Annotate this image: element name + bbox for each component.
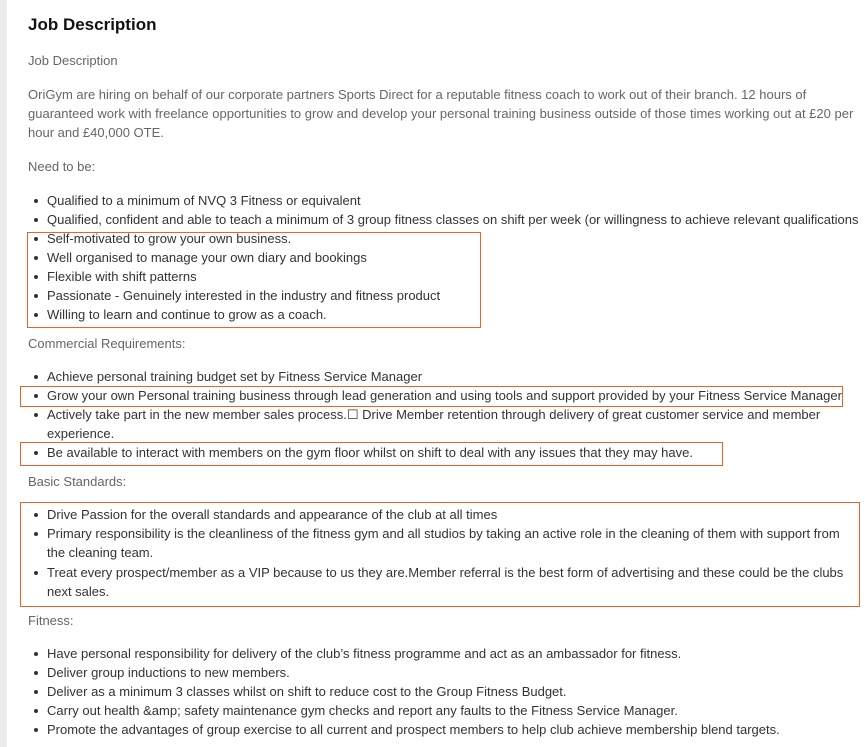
list-item: Flexible with shift patterns (47, 269, 197, 284)
highlight-box-grow-business (20, 386, 843, 407)
list-item: Treat every prospect/member as a VIP because to us they are.Member referral is the best form of advertising and these could be the clubs next sales. (47, 563, 847, 601)
highlight-box-be-available (20, 442, 723, 466)
section-heading-need-to-be: Need to be: (28, 159, 96, 174)
list-item: Self-motivated to grow your own business. (47, 231, 292, 246)
list-item: Willing to learn and continue to grow as a coach. (47, 307, 327, 322)
intro-paragraph: OriGym are hiring on behalf of our corporate partners Sports Direct for a reputable fitness coach to work out of their branch. 12 hours of guaranteed work with freelance opportunities to grow and develop your personal training business outside of those times working out at £20 per hour and £40,000 OTE. (28, 87, 854, 140)
highlight-box-basic-standards (20, 502, 860, 607)
list-item: Passionate - Genuinely interested in the industry and fitness product (47, 288, 441, 303)
list-item: Be available to interact with members on the gym floor whilst on shift to deal with any issues that they may have. (47, 445, 693, 460)
list-item: Have personal responsibility for delivery of the club’s fitness programme and act as an ambassador for fitness. (47, 646, 682, 661)
list-item: Well organised to manage your own diary and bookings (47, 250, 367, 265)
list-item: Deliver group inductions to new members. (47, 665, 290, 680)
highlight-box-need-to-be (27, 232, 481, 328)
page-title: Job Description (28, 15, 157, 34)
list-item: Deliver as a minimum 3 classes whilst on shift to reduce cost to the Group Fitness Budget. (47, 684, 567, 699)
list-item: Achieve personal training budget set by Fitness Service Manager (47, 369, 423, 384)
section-heading-basic-standards: Basic Standards: (28, 474, 127, 489)
list-item: Actively take part in the new member sales process.☐ Drive Member retention through delivery of great customer service and member experience. (47, 405, 827, 443)
section-heading-fitness: Fitness: (28, 613, 74, 628)
section-heading-commercial: Commercial Requirements: (28, 336, 186, 351)
list-item: Drive Passion for the overall standards and appearance of the club at all times (47, 507, 498, 522)
list-item: Promote the advantages of group exercise to all current and prospect members to help club achieve membership blend targets. (47, 722, 780, 737)
list-item: Qualified, confident and able to teach a minimum of 3 group fitness classes on shift per week (or willingness to achieve relevant qualifications (47, 212, 859, 227)
list-item: Qualified to a minimum of NVQ 3 Fitness or equivalent (47, 193, 361, 208)
left-margin-strip (0, 0, 7, 747)
list-item: Carry out health &amp; safety maintenance gym checks and report any faults to the Fitness Service Manager. (47, 703, 678, 718)
section-subtitle: Job Description (28, 53, 118, 68)
list-item: Primary responsibility is the cleanliness of the fitness gym and all studios by taking an active role in the cleaning of them with support from the cleaning team. (47, 524, 859, 562)
list-item: Grow your own Personal training business through lead generation and using tools and support provided by your Fitness Service Manager (47, 388, 842, 403)
